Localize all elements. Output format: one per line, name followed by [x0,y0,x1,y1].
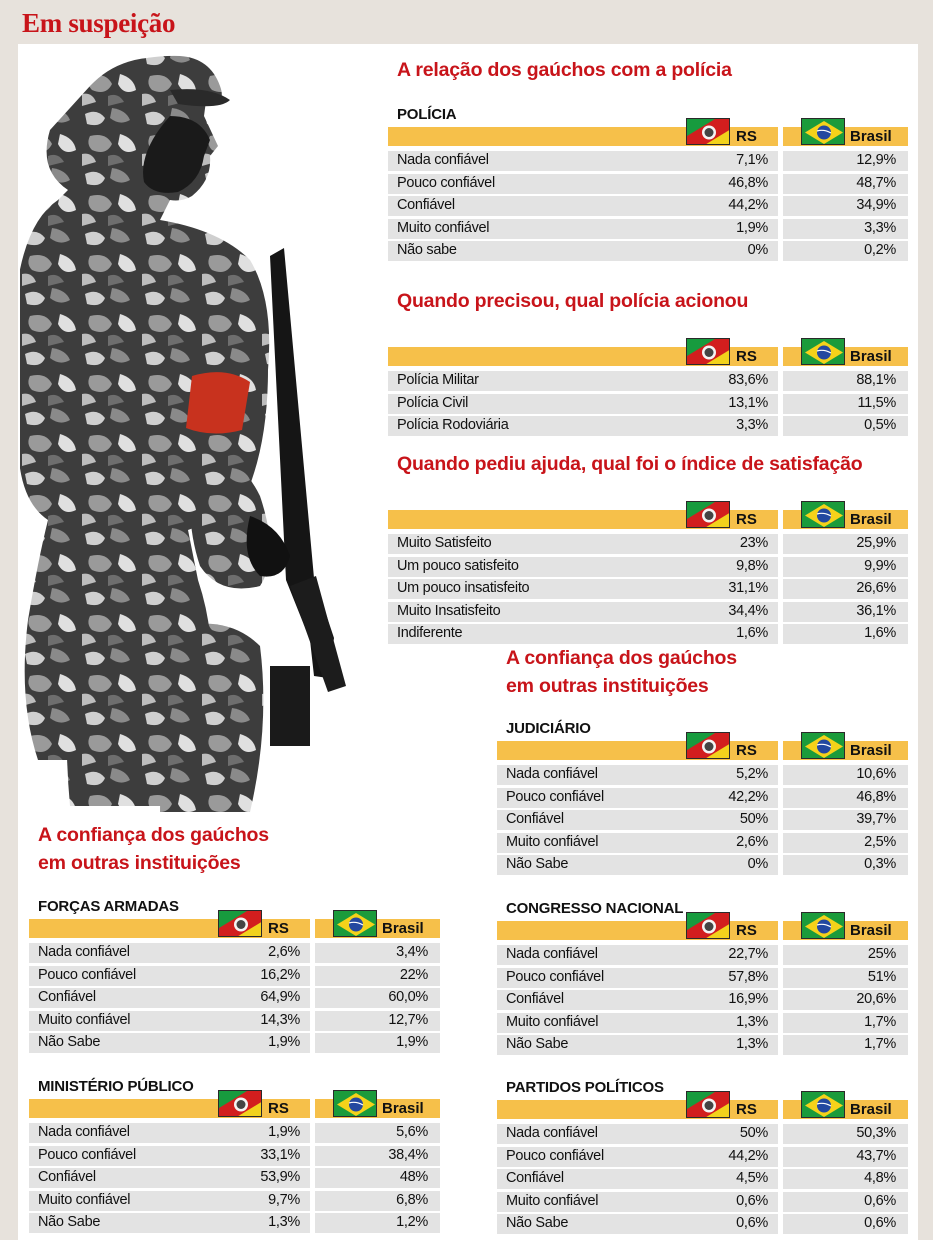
column-header-brasil: Brasil [850,511,892,528]
row-value-brasil: 4,8% [864,1170,896,1187]
table-row [388,196,778,216]
row-value-brasil: 0,6% [864,1215,896,1232]
section-title-outras-esquerda [38,821,269,877]
row-label: Nada confiável [38,944,130,960]
table-row [29,1011,310,1031]
rs-flag-icon [218,1090,262,1117]
table-row-brasil-band [315,1213,440,1233]
row-value-brasil: 36,1% [856,602,896,619]
row-value-rs: 22,7% [728,946,768,962]
row-value-brasil: 10,6% [856,766,896,782]
row-label: Muito Insatisfeito [397,602,501,619]
row-label: Muito confiável [397,219,490,236]
row-value-rs: 2,6% [736,833,768,850]
column-header-rs: RS [736,1101,757,1118]
row-value-rs: 2,6% [268,944,300,960]
table-row-brasil-band [783,196,908,216]
row-value-rs: 46,8% [728,174,768,191]
row-label: Um pouco insatisfeito [397,580,530,597]
rs-flag-icon [686,338,730,365]
row-value-rs: 42,2% [728,788,768,805]
row-label: Confiável [506,1170,564,1187]
row-value-rs: 4,5% [736,1170,768,1187]
table-label: MINISTÉRIO PÚBLICO [38,1078,194,1095]
rs-flag-icon [218,910,262,937]
row-label: Confiável [38,1169,96,1186]
brasil-flag-icon [801,732,845,759]
table-row-brasil-band [783,1124,908,1144]
table-row-brasil-band [783,1013,908,1033]
row-value-brasil: 5,6% [396,1124,428,1140]
row-label: Nada confiável [506,766,598,782]
column-header-brasil: Brasil [850,128,892,145]
row-value-rs: 53,9% [260,1169,300,1186]
table-row-brasil-band [783,624,908,644]
table-row-brasil-band [783,602,908,622]
table-row [497,945,778,965]
row-value-rs: 3,3% [736,417,768,434]
row-value-rs: 1,6% [736,625,768,642]
table-row-brasil-band [783,394,908,414]
table-row-brasil-band [315,1033,440,1053]
rs-flag-icon [686,912,730,939]
row-value-rs: 9,7% [268,1191,300,1208]
row-value-rs: 1,9% [268,1124,300,1140]
rs-flag-icon [686,501,730,528]
table-row-brasil-band [315,988,440,1008]
row-value-brasil: 43,7% [856,1147,896,1164]
row-value-brasil: 12,9% [856,152,896,168]
table-row-brasil-band [783,416,908,436]
row-value-rs: 44,2% [728,1147,768,1164]
table-row [388,394,778,414]
row-label: Indiferente [397,625,463,642]
row-value-brasil: 46,8% [856,788,896,805]
row-value-rs: 83,6% [728,372,768,388]
row-value-rs: 16,9% [728,991,768,1008]
table-row-brasil-band [315,1011,440,1031]
column-header-brasil: Brasil [850,1101,892,1118]
row-label: Pouco confiável [38,966,136,983]
row-value-brasil: 11,5% [857,394,896,411]
row-value-brasil: 2,5% [864,833,896,850]
row-value-brasil: 3,3% [864,219,896,236]
table-row [388,174,778,194]
soldier-illustration [20,46,360,812]
column-header-rs: RS [268,920,289,937]
row-value-rs: 50% [739,1125,768,1141]
table-row [497,1192,778,1212]
table-row [388,219,778,239]
table-row [29,1168,310,1188]
row-value-brasil: 25,9% [856,535,896,551]
table-row [388,151,778,171]
row-label: Muito confiável [38,1191,131,1208]
row-label: Confiável [506,811,564,828]
section-title-text: Quando precisou, qual polícia acionou [397,290,749,312]
row-value-brasil: 0,5% [864,417,896,434]
table-row [388,579,778,599]
row-value-rs: 7,1% [736,152,768,168]
row-label: Polícia Civil [397,394,469,411]
row-label: Nada confiável [506,1125,598,1141]
column-header-rs: RS [736,511,757,528]
row-value-rs: 57,8% [728,968,768,985]
row-label: Não Sabe [38,1034,101,1051]
row-value-rs: 1,3% [736,1013,768,1030]
column-header-brasil: Brasil [850,922,892,939]
column-header-rs: RS [268,1100,289,1117]
brasil-flag-icon [333,1090,377,1117]
table-row-brasil-band [783,810,908,830]
row-label: Pouco confiável [506,788,604,805]
row-value-brasil: 25% [867,946,896,962]
row-value-brasil: 12,7% [388,1011,428,1028]
table-row-brasil-band [783,945,908,965]
row-value-rs: 9,8% [736,557,768,574]
table-row [29,943,310,963]
table-row-brasil-band [783,855,908,875]
table-row-brasil-band [783,1035,908,1055]
row-value-rs: 64,9% [260,989,300,1006]
row-value-brasil: 26,6% [856,580,896,597]
table-label: PARTIDOS POLÍTICOS [506,1079,664,1096]
brasil-flag-icon [333,910,377,937]
section-title-line2: em outras instituições [38,852,241,874]
row-label: Não Sabe [38,1214,101,1231]
table-row-brasil-band [783,968,908,988]
row-value-brasil: 1,2% [396,1214,428,1231]
row-label: Muito confiável [38,1011,131,1028]
row-value-rs: 1,9% [268,1034,300,1051]
table-row-brasil-band [783,765,908,785]
row-value-rs: 5,2% [736,766,768,782]
row-label: Não sabe [397,242,457,259]
table-row [29,966,310,986]
row-value-rs: 13,1% [728,394,768,411]
column-header-rs: RS [736,742,757,759]
table-row [497,990,778,1010]
row-value-rs: 23% [739,535,768,551]
row-value-brasil: 0,3% [864,856,896,873]
brasil-flag-icon [801,501,845,528]
brasil-flag-icon [801,1091,845,1118]
section-title-outras-direita [506,644,737,700]
table-row-brasil-band [783,788,908,808]
section-title-line1: A confiança dos gaúchos [506,647,737,669]
table-row [497,810,778,830]
row-label: Um pouco satisfeito [397,557,519,574]
table-row [388,241,778,261]
section-title-acionou [397,287,748,315]
table-row-brasil-band [783,1169,908,1189]
table-row-brasil-band [783,534,908,554]
row-value-brasil: 9,9% [864,557,896,574]
table-row [388,534,778,554]
table-row [29,1123,310,1143]
table-row-brasil-band [783,371,908,391]
row-label: Muito confiável [506,1013,599,1030]
table-label: JUDICIÁRIO [506,720,591,737]
table-row [497,855,778,875]
table-row [29,1191,310,1211]
table-row-brasil-band [783,1214,908,1234]
column-header-brasil: Brasil [382,1100,424,1117]
table-row [497,1124,778,1144]
page-title: Em suspeição [22,8,176,38]
row-value-rs: 16,2% [260,966,300,983]
row-value-brasil: 1,7% [864,1036,896,1053]
table-row [29,1033,310,1053]
row-value-rs: 44,2% [728,197,768,214]
row-value-brasil: 34,9% [856,197,896,214]
table-row [29,988,310,1008]
row-label: Pouco confiável [397,174,495,191]
table-row [388,557,778,577]
table-row-brasil-band [783,241,908,261]
row-value-brasil: 3,4% [396,944,428,960]
column-header-rs: RS [736,128,757,145]
section-title-text: Quando pediu ajuda, qual foi o índice de satisfação [397,453,863,475]
row-label: Muito confiável [506,833,599,850]
table-row-brasil-band [783,1147,908,1167]
row-value-brasil: 1,6% [864,625,896,642]
row-value-rs: 0% [747,242,768,259]
table-row-brasil-band [783,557,908,577]
row-value-rs: 0% [747,856,768,873]
section-title-line2: em outras instituições [506,675,709,697]
table-row [497,1147,778,1167]
title-bar [4,2,929,44]
row-value-rs: 1,9% [736,219,768,236]
row-value-brasil: 39,7% [856,811,896,828]
table-row [388,602,778,622]
table-row-brasil-band [315,1146,440,1166]
table-label: CONGRESSO NACIONAL [506,900,684,917]
rs-flag-icon [686,732,730,759]
row-value-brasil: 51% [867,968,896,985]
table-row-brasil-band [783,990,908,1010]
column-header-brasil: Brasil [850,348,892,365]
table-label: FORÇAS ARMADAS [38,898,179,915]
table-row-brasil-band [315,1191,440,1211]
section-title-policia [397,56,732,84]
table-row [497,833,778,853]
row-value-rs: 0,6% [736,1215,768,1232]
section-title-line1: A confiança dos gaúchos [38,824,269,846]
row-label: Pouco confiável [506,968,604,985]
table-row-brasil-band [315,943,440,963]
row-label: Não Sabe [506,1036,569,1053]
brasil-flag-icon [801,338,845,365]
row-value-rs: 31,1% [728,580,768,597]
row-value-brasil: 38,4% [388,1146,428,1163]
table-row [497,968,778,988]
table-row [388,624,778,644]
table-row [29,1146,310,1166]
column-header-brasil: Brasil [382,920,424,937]
row-value-rs: 33,1% [260,1146,300,1163]
row-value-rs: 1,3% [736,1036,768,1053]
table-row-brasil-band [783,833,908,853]
column-header-rs: RS [736,348,757,365]
row-label: Confiável [38,989,96,1006]
section-title-satisfacao [397,450,862,478]
row-value-brasil: 20,6% [856,991,896,1008]
row-label: Nada confiável [38,1124,130,1140]
table-row-brasil-band [783,579,908,599]
row-value-rs: 0,6% [736,1192,768,1209]
table-row-brasil-band [315,1168,440,1188]
table-row [497,1035,778,1055]
row-value-brasil: 48,7% [856,174,896,191]
table-row [29,1213,310,1233]
table-row-brasil-band [315,966,440,986]
row-value-brasil: 60,0% [388,989,428,1006]
table-row-brasil-band [783,174,908,194]
table-row [388,416,778,436]
row-label: Confiável [397,197,455,214]
table-row [497,788,778,808]
row-value-brasil: 1,7% [864,1013,896,1030]
row-value-brasil: 0,2% [864,242,896,259]
table-label: POLÍCIA [397,106,457,123]
row-label: Polícia Rodoviária [397,417,509,434]
row-value-rs: 14,3% [260,1011,300,1028]
table-row [497,1169,778,1189]
table-row [497,1013,778,1033]
row-label: Não Sabe [506,1215,569,1232]
row-label: Nada confiável [506,946,598,962]
row-value-brasil: 50,3% [856,1125,896,1141]
column-header-rs: RS [736,922,757,939]
table-row [497,1214,778,1234]
row-label: Pouco confiável [38,1146,136,1163]
row-label: Polícia Militar [397,372,479,388]
brasil-flag-icon [801,912,845,939]
row-label: Muito confiável [506,1192,599,1209]
row-value-brasil: 1,9% [396,1034,428,1051]
row-label: Confiável [506,991,564,1008]
row-value-brasil: 88,1% [856,372,896,388]
row-label: Muito Satisfeito [397,535,492,551]
row-value-rs: 1,3% [268,1214,300,1231]
brasil-flag-icon [801,118,845,145]
rs-flag-icon [686,118,730,145]
row-label: Pouco confiável [506,1147,604,1164]
table-row-brasil-band [783,151,908,171]
row-value-brasil: 6,8% [396,1191,428,1208]
row-value-brasil: 22% [399,966,428,983]
section-title-text: A relação dos gaúchos com a polícia [397,59,732,81]
row-value-rs: 50% [739,811,768,828]
table-row [388,371,778,391]
row-value-brasil: 0,6% [864,1192,896,1209]
row-label: Não Sabe [506,856,569,873]
table-row [497,765,778,785]
row-value-brasil: 48% [399,1169,428,1186]
row-value-rs: 34,4% [728,602,768,619]
table-row-brasil-band [783,1192,908,1212]
rs-flag-icon [686,1091,730,1118]
table-row-brasil-band [315,1123,440,1143]
table-row-brasil-band [783,219,908,239]
column-header-brasil: Brasil [850,742,892,759]
row-label: Nada confiável [397,152,489,168]
